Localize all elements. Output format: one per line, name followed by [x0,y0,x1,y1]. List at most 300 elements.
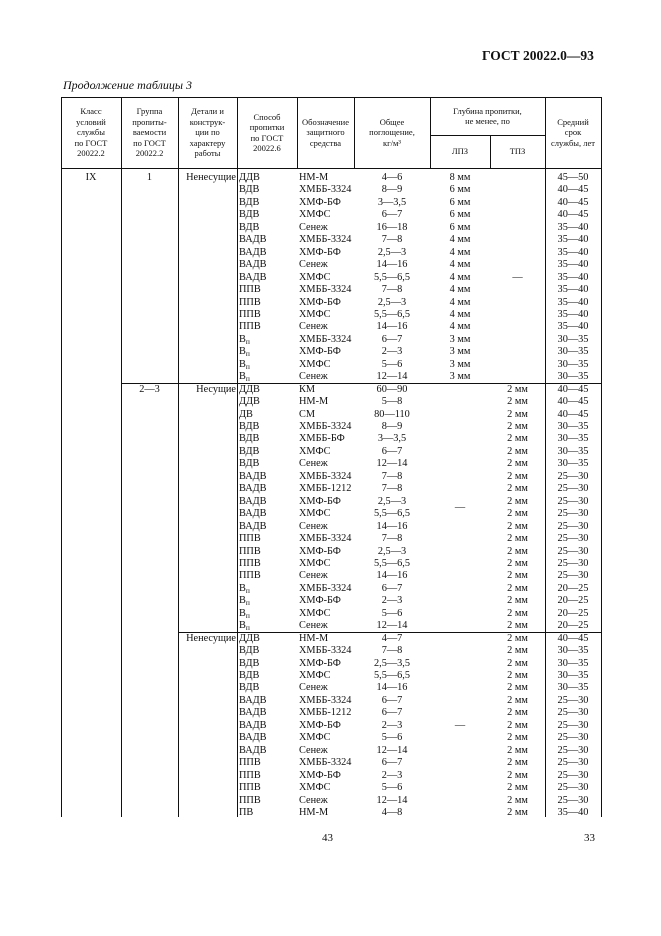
tpz-cell: 2 мм [507,607,528,619]
tpz-cell: 2 мм [507,670,528,681]
absorption-cell: 2—3 [381,595,403,607]
agent-cell: ХМФС [299,732,331,744]
method-cell: ВАДВ [239,707,267,719]
service-cell: 30—35 [557,346,589,358]
service-cell: 35—40 [557,234,589,246]
tpz-cell: 2 мм [507,545,528,557]
service-cell: 25—30 [557,769,589,781]
group-cell: 1 [146,172,153,183]
agent-cell: ХМББ-3324 [299,184,352,196]
method-cell: ППВ [239,545,261,557]
header-column-rule [430,97,431,168]
header-details: Детали и конструк- ции по характеру работы [189,106,226,159]
absorption-cell: 2—3 [381,719,403,731]
absorption-cell: 4—7 [381,632,403,644]
lpz-cell: 3 мм [449,358,471,370]
method-cell: ППВ [239,570,261,582]
absorption-cell: 7—8 [381,470,403,482]
method-cell: ДДВ [239,632,260,644]
agent-cell: Сенеж [299,259,328,271]
service-cell: 30—35 [557,371,589,383]
lpz-cell: 6 мм [449,221,471,233]
tpz-cell: 2 мм [507,719,528,731]
method-cell: ДДВ [239,172,260,183]
absorption-cell: 12—14 [376,794,408,806]
service-cell: 25—30 [557,483,589,495]
service-cell: 40—45 [557,196,589,208]
method-cell: ВАДВ [239,520,267,532]
method-cell: ППВ [239,533,261,545]
service-cell: 25—30 [557,694,589,706]
absorption-cell: 7—8 [381,483,403,495]
absorption-cell: 80—110 [374,408,410,420]
tpz-cell: 2 мм [507,645,528,657]
agent-cell: ХМФ-БФ [299,769,341,781]
body-column-rule [237,168,238,817]
absorption-cell: 2—3 [381,346,403,358]
agent-cell: Сенеж [299,371,328,383]
lpz-cell: 6 мм [449,196,471,208]
agent-cell: ХМФ-БФ [299,545,341,557]
absorption-cell: 2,5—3 [377,296,407,308]
service-cell: 25—30 [557,744,589,756]
tpz-cell: 2 мм [507,483,528,495]
service-cell: 40—45 [557,209,589,221]
absorption-cell: 3—3,5 [377,433,407,445]
agent-cell: ХМББ-3324 [299,284,352,296]
absorption-cell: 4—6 [381,172,403,183]
tpz-cell: 2 мм [507,744,528,756]
header-group: Группа пропиты- ваемости по ГОСТ 20022.2 [132,106,167,159]
agent-cell: ХМФС [299,557,331,569]
absorption-cell: 8—9 [381,184,403,196]
absorption-cell: 5—6 [381,782,403,794]
method-cell: ВДВ [239,458,260,470]
block-separator-rule [178,632,601,633]
agent-cell: ХМФ-БФ [299,595,341,607]
agent-cell: ХМФ-БФ [299,296,341,308]
agent-cell: Сенеж [299,221,328,233]
lpz-cell: 4 мм [449,234,471,246]
method-cell: $В_п$ [239,582,250,595]
agent-cell: Сенеж [299,321,328,333]
block-separator-rule [121,383,601,384]
header-column-rule [354,97,355,168]
method-cell: ВДВ [239,209,260,221]
tpz-cell: 2 мм [507,732,528,744]
service-cell: 30—35 [557,458,589,470]
lpz-tpz-header-rule [490,135,491,168]
tpz-cell: 2 мм [507,557,528,569]
tpz-cell: 2 мм [507,769,528,781]
method-cell: ВАДВ [239,732,267,744]
service-cell: 30—35 [557,333,589,345]
agent-cell: ХМФС [299,308,331,320]
absorption-cell: 7—8 [381,533,403,545]
method-cell: ВАДВ [239,508,267,520]
body-column-rule [121,168,122,817]
service-cell: 25—30 [557,470,589,482]
agent-cell: ХМББ-3324 [299,645,352,657]
body-column-rule [545,168,546,817]
absorption-cell: 2,5—3 [377,545,407,557]
method-cell: ВДВ [239,670,260,681]
absorption-cell: 5,5—6,5 [373,308,411,320]
header-bottom-rule [61,168,601,169]
absorption-cell: 6—7 [381,445,403,457]
agent-cell: ХМББ-3324 [299,470,352,482]
lpz-cell: 6 мм [449,209,471,221]
header-service: Средний срок службы, лет [551,116,595,148]
service-cell: 25—30 [557,782,589,794]
agent-cell: НМ-М [299,806,329,818]
lpz-cell: 3 мм [449,333,471,345]
agent-cell: Сенеж [299,520,328,532]
service-cell: 40—45 [557,396,589,408]
method-cell: ВДВ [239,645,260,657]
service-cell: 25—30 [557,570,589,582]
agent-cell: ХМФС [299,271,331,283]
header-column-rule [297,97,298,168]
service-cell: 35—40 [557,246,589,258]
lpz-cell: 6 мм [449,184,471,196]
tpz-cell: 2 мм [507,694,528,706]
method-cell: ВДВ [239,196,260,208]
lpz-dash-cell: — [454,502,466,514]
absorption-cell: 12—14 [376,620,408,632]
tpz-cell: 2 мм [507,806,528,818]
method-cell: ППВ [239,321,261,333]
service-cell: 25—30 [557,794,589,806]
absorption-cell: 6—7 [381,333,403,345]
lpz-cell: 4 мм [449,321,471,333]
service-cell: 30—35 [557,682,589,694]
method-cell: $В_п$ [239,371,250,384]
absorption-cell: 7—8 [381,284,403,296]
service-cell: 25—30 [557,533,589,545]
absorption-cell: 60—90 [376,383,408,395]
lpz-cell: 4 мм [449,284,471,296]
service-cell: 25—30 [557,719,589,731]
absorption-cell: 5,5—6,5 [373,557,411,569]
method-cell: ППВ [239,769,261,781]
method-cell: ВАДВ [239,719,267,731]
agent-cell: Сенеж [299,458,328,470]
agent-cell: ХМФ-БФ [299,657,341,669]
service-cell: 30—35 [557,670,589,681]
agent-cell: ХМББ-3324 [299,582,352,594]
tpz-cell: 2 мм [507,470,528,482]
agent-cell: ХМББ-3324 [299,694,352,706]
absorption-cell: 2,5—3 [377,246,407,258]
service-cell: 35—40 [557,806,589,818]
agent-cell: ХМББ-1212 [299,483,352,495]
tpz-cell: 2 мм [507,533,528,545]
lpz-cell: 3 мм [449,346,471,358]
method-cell: ППВ [239,308,261,320]
header-column-rule [601,97,602,168]
absorption-cell: 14—16 [376,520,408,532]
absorption-cell: 2,5—3 [377,495,407,507]
absorption-cell: 12—14 [376,458,408,470]
method-cell: ППВ [239,284,261,296]
absorption-cell: 14—16 [376,321,408,333]
absorption-cell: 12—14 [376,371,408,383]
service-cell: 35—40 [557,321,589,333]
method-cell: $В_п$ [239,620,250,633]
service-cell: 35—40 [557,271,589,283]
agent-cell: ХМББ-1212 [299,707,352,719]
method-cell: ВАДВ [239,246,267,258]
absorption-cell: 5—6 [381,732,403,744]
agent-cell: ХМФ-БФ [299,346,341,358]
body-column-rule [178,168,179,817]
service-cell: 40—45 [557,408,589,420]
absorption-cell: 5—6 [381,607,403,619]
absorption-cell: 16—18 [376,221,408,233]
agent-cell: ХМФ-БФ [299,495,341,507]
agent-cell: ХМББ-3324 [299,421,352,432]
method-cell: ПВ [239,806,254,818]
tpz-cell: 2 мм [507,383,528,395]
agent-cell: ХМФС [299,782,331,794]
tpz-cell: 2 мм [507,445,528,457]
lpz-cell: 4 мм [449,259,471,271]
header-agent: Обозначение защитного средства [302,116,349,148]
service-cell: 30—35 [557,445,589,457]
header-absorption: Общее поглощение, кг/м³ [369,116,415,148]
service-cell: 25—30 [557,545,589,557]
lpz-cell: 4 мм [449,296,471,308]
agent-cell: НМ-М [299,632,329,644]
absorption-cell: 5,5—6,5 [373,271,411,283]
tpz-cell: 2 мм [507,520,528,532]
header-tpz: ТПЗ [509,146,526,157]
absorption-cell: 14—16 [376,570,408,582]
absorption-cell: 5—8 [381,396,403,408]
tpz-cell: 2 мм [507,508,528,520]
service-cell: 30—35 [557,657,589,669]
tpz-cell: 2 мм [507,396,528,408]
method-cell: ВДВ [239,433,260,445]
tpz-cell: 2 мм [507,570,528,582]
service-cell: 35—40 [557,308,589,320]
method-cell: $В_п$ [239,333,250,346]
agent-cell: ХМФС [299,607,331,619]
agent-cell: ХМФ-БФ [299,719,341,731]
agent-cell: ХМББ-3324 [299,333,352,345]
lpz-cell: 8 мм [449,172,471,183]
service-cell: 20—25 [557,595,589,607]
lpz-dash-cell: — [454,720,466,732]
agent-cell: СМ [299,408,316,420]
page-number-right: 33 [584,832,595,844]
method-cell: ВДВ [239,445,260,457]
method-cell: ВДВ [239,682,260,694]
agent-cell: ХМФС [299,670,331,681]
method-cell: ППВ [239,296,261,308]
service-cell: 30—35 [557,645,589,657]
service-cell: 40—45 [557,383,589,395]
details-cell: Ненесущие [186,632,236,644]
absorption-cell: 4—8 [381,806,403,818]
agent-cell: ХМФС [299,445,331,457]
method-cell: ВАДВ [239,483,267,495]
details-cell: Ненесущие [186,172,236,183]
group-cell: 2—3 [139,383,160,395]
method-cell: ВДВ [239,421,260,432]
service-cell: 25—30 [557,757,589,769]
tpz-cell: 2 мм [507,782,528,794]
service-cell: 25—30 [557,557,589,569]
tpz-cell: 2 мм [507,632,528,644]
method-cell: $В_п$ [239,607,250,620]
absorption-cell: 6—7 [381,707,403,719]
agent-cell: Сенеж [299,744,328,756]
header-column-rule [61,97,62,168]
method-cell: ВАДВ [239,271,267,283]
method-cell: $В_п$ [239,346,250,359]
agent-cell: Сенеж [299,682,328,694]
tpz-cell: 2 мм [507,757,528,769]
service-cell: 30—35 [557,358,589,370]
method-cell: ВАДВ [239,470,267,482]
header-lpz: ЛПЗ [451,146,469,157]
agent-cell: ХМББ-БФ [299,433,345,445]
tpz-cell: 2 мм [507,458,528,470]
body-column-rule [61,168,62,817]
method-cell: ППВ [239,557,261,569]
header-column-rule [545,97,546,168]
agent-cell: ХМББ-3324 [299,234,352,246]
method-cell: $В_п$ [239,358,250,371]
agent-cell: Сенеж [299,570,328,582]
absorption-cell: 6—7 [381,757,403,769]
header-class: Класс условий службы по ГОСТ 20022.2 [74,106,108,159]
method-cell: ВДВ [239,657,260,669]
service-cell: 40—45 [557,184,589,196]
service-cell: 20—25 [557,582,589,594]
tpz-cell: 2 мм [507,495,528,507]
agent-cell: ХМББ-3324 [299,757,352,769]
agent-cell: ХМФ-БФ [299,246,341,258]
agent-cell: ХМББ-3324 [299,533,352,545]
service-cell: 30—35 [557,433,589,445]
header-depth: Глубина пропитки, не менее, по [453,105,522,126]
service-cell: 25—30 [557,508,589,520]
class-cell: IX [85,172,97,183]
agent-cell: НМ-М [299,396,329,408]
service-cell: 35—40 [557,296,589,308]
absorption-cell: 14—16 [376,682,408,694]
depth-subheader-rule [430,135,545,136]
absorption-cell: 5,5—6,5 [373,508,411,520]
header-method: Способ пропитки по ГОСТ 20022.6 [249,111,285,153]
service-cell: 35—40 [557,259,589,271]
tpz-dash-cell: — [512,271,523,283]
tpz-cell: 2 мм [507,433,528,445]
absorption-cell: 6—7 [381,582,403,594]
lpz-cell: 4 мм [449,308,471,320]
tpz-cell: 2 мм [507,707,528,719]
agent-cell: Сенеж [299,620,328,632]
tpz-cell: 2 мм [507,794,528,806]
method-cell: ВДВ [239,221,260,233]
agent-cell: ХМФС [299,358,331,370]
method-cell: ВАДВ [239,694,267,706]
table-continuation-caption: Продолжение таблицы 3 [63,78,193,92]
header-column-rule [121,97,122,168]
service-cell: 35—40 [557,221,589,233]
lpz-cell: 4 мм [449,271,471,283]
method-cell: ВАДВ [239,495,267,507]
page-number-center: 43 [322,832,333,844]
lpz-cell: 3 мм [449,371,471,383]
agent-cell: НМ-М [299,172,329,183]
method-cell: ППВ [239,794,261,806]
method-cell: ППВ [239,782,261,794]
method-cell: ВАДВ [239,744,267,756]
method-cell: ДДВ [239,383,260,395]
lpz-cell: 4 мм [449,246,471,258]
absorption-cell: 3—3,5 [377,196,407,208]
method-cell: ДВ [239,408,253,420]
absorption-cell: 7—8 [381,645,403,657]
method-cell: ВАДВ [239,234,267,246]
absorption-cell: 6—7 [381,694,403,706]
method-cell: ВАДВ [239,259,267,271]
absorption-cell: 12—14 [376,744,408,756]
body-column-rule [601,168,602,817]
absorption-cell: 2,5—3,5 [373,657,411,669]
absorption-cell: 14—16 [376,259,408,271]
service-cell: 20—25 [557,607,589,619]
method-cell: ППВ [239,757,261,769]
header-column-rule [178,97,179,168]
service-cell: 25—30 [557,707,589,719]
service-cell: 40—45 [557,632,589,644]
tpz-cell: 2 мм [507,595,528,607]
tpz-cell: 2 мм [507,620,528,632]
agent-cell: ХМФ-БФ [299,196,341,208]
service-cell: 45—50 [557,172,589,183]
absorption-cell: 5—6 [381,358,403,370]
tpz-cell: 2 мм [507,582,528,594]
agent-cell: ХМФС [299,508,331,520]
header-column-rule [237,97,238,168]
details-cell: Несущие [196,383,236,395]
absorption-cell: 7—8 [381,234,403,246]
absorption-cell: 8—9 [381,421,403,432]
absorption-cell: 2—3 [381,769,403,781]
absorption-cell: 6—7 [381,209,403,221]
service-cell: 30—35 [557,421,589,432]
table-top-border [61,97,601,98]
service-cell: 35—40 [557,284,589,296]
service-cell: 25—30 [557,520,589,532]
tpz-cell: 2 мм [507,421,528,432]
service-cell: 20—25 [557,620,589,632]
method-cell: $В_п$ [239,595,250,608]
tpz-cell: 2 мм [507,682,528,694]
agent-cell: Сенеж [299,794,328,806]
service-cell: 25—30 [557,495,589,507]
document-title: ГОСТ 20022.0—93 [482,48,594,63]
impregnation-table [61,97,601,817]
tpz-cell: 2 мм [507,408,528,420]
absorption-cell: 5,5—6,5 [373,670,411,681]
method-cell: ДДВ [239,396,260,408]
